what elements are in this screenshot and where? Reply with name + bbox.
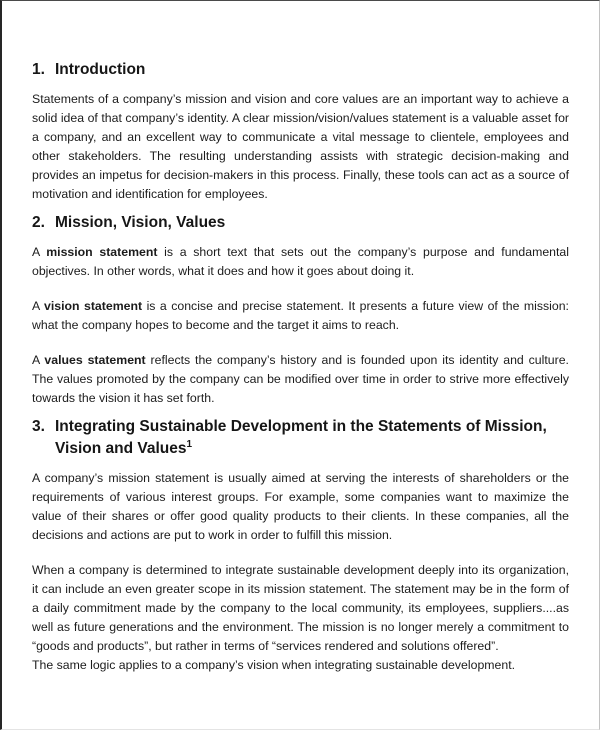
- paragraph-mission-statement: [32, 243, 569, 281]
- section-heading: [32, 416, 569, 460]
- section-sustainable-development: [32, 416, 569, 675]
- paragraph: [32, 561, 569, 656]
- paragraph: [32, 90, 569, 204]
- heading-title: Mission, Vision, Values: [55, 214, 226, 231]
- bold-run: values statement: [44, 353, 146, 367]
- text-run: A company’s mission statement is usually aimed at serving the interests of shareholders or the requirements of various interest groups. For example, some companies want to maximize the value of their shares or offer good quality products to their clients. In these companies, all the decisions and actions are put to work in order to fulfill this mission.: [32, 471, 569, 542]
- bold-run: vision statement: [44, 299, 143, 313]
- text-run: is a concise and precise statement. It presents a future view of the mission: what the company hopes to become and the target it aims to reach.: [32, 299, 569, 332]
- section-mission-vision-values: [32, 212, 569, 408]
- heading-number: 1.: [32, 61, 45, 78]
- text-run: When a company is determined to integrate sustainable development deeply into its organization, it can include an even greater scope in its mission statement. The statement may be in the form of a daily commitment made by the company to the local community, its employees, suppliers....as well as future generations and the environment. The mission is no longer merely a commitment to “goods and products”, but rather in terms of “services rendered and solutions offered”.: [32, 563, 569, 653]
- heading-title: Introduction: [55, 61, 146, 78]
- heading-title-wrap: [55, 416, 569, 460]
- text-run: A: [32, 299, 44, 313]
- footnote-marker: 1: [186, 438, 193, 450]
- text-run: is a short text that sets out the company’s purpose and fundamental objectives. In other words, what it does and how it goes about doing it.: [32, 245, 569, 278]
- text-run: reflects the company’s history and is founded upon its identity and culture. The values promoted by the company can be modified over time in order to strive more effectively towards the vision it has set forth.: [32, 353, 569, 405]
- section-introduction: [32, 59, 569, 204]
- text-run: Statements of a company’s mission and vision and core values are an important way to achieve a solid idea of that company’s identity. A clear mission/vision/values statement is a valuable asset for a company, and an excellent way to communicate a vital message to clientele, employees and other stakeholders. The resulting understanding assists with strategic decision-making and provides an impetus for decision-makers in this process. Finally, these tools can act as a source of motivation and identification for employees.: [32, 92, 569, 201]
- text-run: A: [32, 245, 47, 259]
- paragraph-values-statement: [32, 351, 569, 408]
- section-heading: [32, 212, 569, 234]
- paragraph-vision-statement: [32, 297, 569, 335]
- heading-number: 2.: [32, 214, 45, 231]
- text-run: A: [32, 353, 45, 367]
- paragraph: [32, 656, 569, 675]
- bold-run: mission statement: [46, 245, 158, 259]
- paragraph: [32, 469, 569, 545]
- heading-number: 3.: [32, 418, 45, 435]
- heading-title: Integrating Sustainable Development in the Statements of Mission, Vision and Values: [55, 418, 547, 457]
- section-heading: [32, 59, 569, 81]
- text-run: The same logic applies to a company’s vision when integrating sustainable development.: [32, 658, 516, 672]
